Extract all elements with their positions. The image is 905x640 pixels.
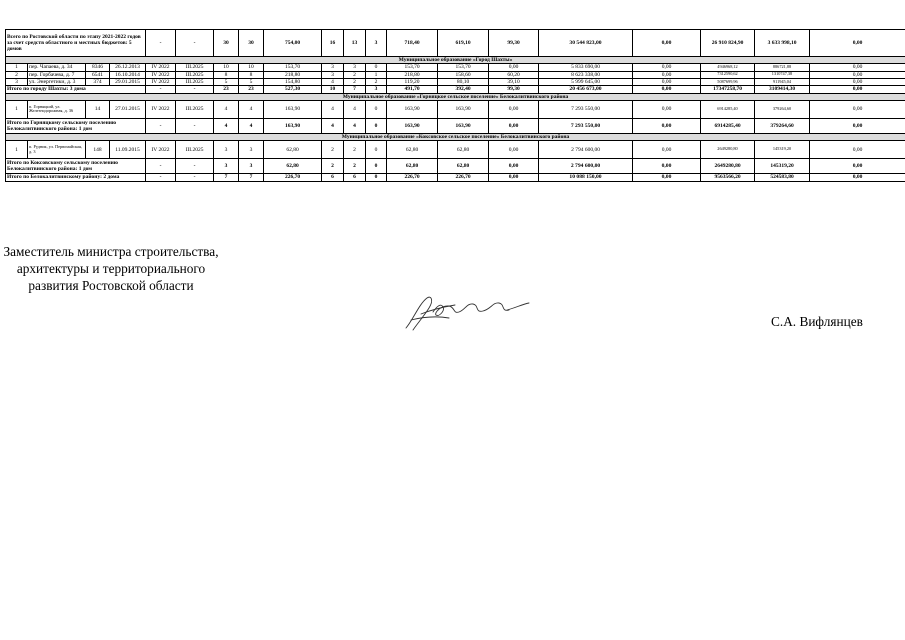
house-cell: 163,90 <box>387 100 438 118</box>
house-cell: 39,10 <box>489 78 539 85</box>
house-cell: IV 2022 <box>146 64 176 71</box>
house-cell: III.2025 <box>176 64 214 71</box>
house-address: п. Рудник, ул. Первомайская, д. 3 <box>28 141 86 159</box>
house-cell: 10 <box>214 64 239 71</box>
house-address: п. Горняцкий, ул. Железнодорожная, д. 36 <box>28 100 86 118</box>
house-cell: 3 <box>344 64 366 71</box>
house-cell: 3 <box>6 78 28 85</box>
house-cell: 145319,20 <box>755 141 810 159</box>
house-cell: 0,00 <box>810 71 905 78</box>
municipality-total-row-value: 0,00 <box>810 86 905 93</box>
municipality-total-row-value: 0,00 <box>633 86 701 93</box>
house-cell: 26.12.2013 <box>110 64 146 71</box>
house-cell: 2 <box>344 78 366 85</box>
house-cell: 3 <box>322 64 344 71</box>
house-row <box>6 64 905 71</box>
house-cell: 5 <box>214 78 239 85</box>
house-cell: 62,80 <box>387 141 438 159</box>
municipality-total-row-value: 4 <box>322 118 344 133</box>
house-cell: 163,90 <box>264 100 322 118</box>
municipality-total-row-value: 0,00 <box>633 159 701 174</box>
house-cell: 153,70 <box>387 64 438 71</box>
municipality-total-row-value: 62,80 <box>264 159 322 174</box>
house-cell: 0 <box>366 100 387 118</box>
municipality-total-row-value: - <box>146 86 176 93</box>
municipality-total-row-value: 0,00 <box>810 159 905 174</box>
municipality-total-row-value: 10 <box>322 86 344 93</box>
house-cell: 2 <box>366 78 387 85</box>
house-cell: 8346 <box>86 64 110 71</box>
region-total-row-value: 754,00 <box>264 30 322 57</box>
region-total-row-value: 30 <box>214 30 239 57</box>
region-total-row-value: 0,00 <box>633 30 701 57</box>
region-total-row-value: - <box>176 30 214 57</box>
house-cell: 5087699,96 <box>701 78 755 85</box>
municipality-total-row-value: - <box>146 118 176 133</box>
house-cell: 374 <box>86 78 110 85</box>
house-cell: 60,20 <box>489 71 539 78</box>
house-cell: 5 833 690,00 <box>539 64 633 71</box>
municipality-total-row-value: 3 <box>214 159 239 174</box>
house-cell: 0,00 <box>489 64 539 71</box>
municipality-total-row-value: 145319,20 <box>755 159 810 174</box>
region-total-row-value: 99,30 <box>489 30 539 57</box>
house-cell: 1 <box>6 100 28 118</box>
region-total-row-label: Всего по Ростовской области по этапу 2021-2022 годов за счет средств областного и местных бюджетов: 5 домов <box>6 30 146 57</box>
house-cell: 4 <box>239 100 264 118</box>
house-cell: 4 <box>214 100 239 118</box>
house-cell: III.2025 <box>176 78 214 85</box>
house-cell: 62,80 <box>438 141 489 159</box>
house-cell: 10 <box>239 64 264 71</box>
district-total-row-label: Итого по Белокалитвинскому району: 2 дома <box>6 174 146 181</box>
house-cell: 0,00 <box>810 64 905 71</box>
house-cell: 3 <box>239 141 264 159</box>
district-total-row-value: 226,70 <box>387 174 438 181</box>
municipality-total-row-value: 20 456 673,00 <box>539 86 633 93</box>
house-address: ул. Энергетики, д. 3 <box>28 78 86 85</box>
municipality-total-row-value: 527,30 <box>264 86 322 93</box>
house-cell: IV 2022 <box>146 78 176 85</box>
house-cell: 8 623 338,00 <box>539 71 633 78</box>
house-cell: 163,90 <box>438 100 489 118</box>
house-cell: 14 <box>86 100 110 118</box>
municipality-total-row-value: 3 <box>239 159 264 174</box>
municipality-total-row-value: 62,80 <box>387 159 438 174</box>
house-cell: IV 2022 <box>146 100 176 118</box>
municipality-title: Муниципальное образование «Город Шахты» <box>6 57 905 64</box>
municipality-total-row-value: 4 <box>214 118 239 133</box>
house-cell: 154,80 <box>264 78 322 85</box>
municipality-header-row <box>6 57 905 64</box>
municipality-total-row-label: Итого по Коксовскому сельскому поселению Белокалитвинского района: 1 дом <box>6 159 146 174</box>
municipality-total-row-value: 163,90 <box>264 118 322 133</box>
municipality-total-row-label: Итого по городу Шахты: 3 дома <box>6 86 146 93</box>
district-total-row-value: - <box>146 174 176 181</box>
signatory-role: Заместитель министра строительства, архитектуры и территориального развития Ростовской области <box>3 244 219 293</box>
district-total-row-value: 7 <box>214 174 239 181</box>
municipality-total-row-value: 2 <box>322 159 344 174</box>
municipality-total-row-value: 2649280,80 <box>701 159 755 174</box>
house-cell: 5 <box>239 78 264 85</box>
house-cell: 0,00 <box>810 100 905 118</box>
municipality-total-row <box>6 159 905 174</box>
house-cell: 0 <box>366 64 387 71</box>
region-total-row-value: 619,10 <box>438 30 489 57</box>
municipality-total-row-value: 6914285,40 <box>701 118 755 133</box>
municipality-total-row-label: Итого по Горняцкому сельскому поселению Белокалитвинского района: 1 дом <box>6 118 146 133</box>
district-total-row-value: - <box>176 174 214 181</box>
district-total-row-value: 7 <box>239 174 264 181</box>
house-cell: 218,80 <box>387 71 438 78</box>
house-cell: 62,80 <box>264 141 322 159</box>
house-cell: 8 <box>214 71 239 78</box>
house-cell: 3 <box>214 141 239 159</box>
region-total-row-value: 30 544 823,00 <box>539 30 633 57</box>
house-cell: 5 999 645,00 <box>539 78 633 85</box>
house-cell: 0 <box>366 141 387 159</box>
municipality-total-row-value: 3109414,30 <box>755 86 810 93</box>
house-cell: IV 2022 <box>146 141 176 159</box>
house-cell: 7 293 550,00 <box>539 100 633 118</box>
house-cell: 119,20 <box>387 78 438 85</box>
house-cell: 4 <box>322 78 344 85</box>
house-cell: 0,00 <box>810 141 905 159</box>
house-cell: 0,00 <box>633 64 701 71</box>
district-total-row <box>6 174 905 181</box>
house-cell: 0,00 <box>633 100 701 118</box>
house-cell: III.2025 <box>176 100 214 118</box>
house-row <box>6 100 905 118</box>
municipality-total-row-value: 2 <box>344 159 366 174</box>
house-cell: 11.09.2015 <box>110 141 146 159</box>
region-total-row-value: 13 <box>344 30 366 57</box>
municipality-total-row-value: 0 <box>366 118 387 133</box>
municipality-total-row-value: 0,00 <box>489 118 539 133</box>
house-cell: 0,00 <box>633 141 701 159</box>
municipality-total-row <box>6 118 905 133</box>
municipality-total-row-value: 7 293 550,00 <box>539 118 633 133</box>
house-cell: 911945,04 <box>755 78 810 85</box>
house-cell: 2 <box>322 141 344 159</box>
municipality-total-row-value: - <box>176 118 214 133</box>
district-total-row-value: 0 <box>366 174 387 181</box>
house-cell: 4946968,12 <box>701 64 755 71</box>
house-cell: 4 <box>322 100 344 118</box>
house-cell: 2649280,80 <box>701 141 755 159</box>
municipality-total-row-value: 392,40 <box>438 86 489 93</box>
house-cell: 153,70 <box>438 64 489 71</box>
house-cell: 886721,88 <box>755 64 810 71</box>
house-cell: 3 <box>322 71 344 78</box>
house-cell: 2 <box>344 71 366 78</box>
district-total-row-value: 0,00 <box>633 174 701 181</box>
region-total-row-value: 0,00 <box>810 30 905 57</box>
district-total-row-value: 226,70 <box>438 174 489 181</box>
district-total-row-value: 0,00 <box>489 174 539 181</box>
municipality-total-row-value: 0,00 <box>810 118 905 133</box>
district-total-row-value: 10 088 150,00 <box>539 174 633 181</box>
house-cell: 7312590,62 <box>701 71 755 78</box>
municipality-total-row-value: 2 794 600,00 <box>539 159 633 174</box>
municipality-total-row-value: 17347258,70 <box>701 86 755 93</box>
house-cell: IV 2022 <box>146 71 176 78</box>
district-total-row-value: 226,70 <box>264 174 322 181</box>
region-total-row-value: 30 <box>239 30 264 57</box>
municipality-total-row-value: 3 <box>366 86 387 93</box>
house-address: пер. Чапаева, д. 34 <box>28 64 86 71</box>
municipality-total-row-value: 99,30 <box>489 86 539 93</box>
handwritten-signature <box>403 290 563 335</box>
house-cell: 158,60 <box>438 71 489 78</box>
district-total-row-value: 6 <box>322 174 344 181</box>
house-row <box>6 78 905 85</box>
house-cell: 4 <box>344 100 366 118</box>
signatory-name: С.А. Вифлянцев <box>771 314 863 329</box>
municipality-total-row-value: 163,90 <box>387 118 438 133</box>
house-cell: 16.10.2014 <box>110 71 146 78</box>
house-cell: 80,10 <box>438 78 489 85</box>
municipality-total-row-value: - <box>176 159 214 174</box>
house-cell: 0,00 <box>633 78 701 85</box>
house-cell: III.2025 <box>176 71 214 78</box>
municipality-total-row-value: 0,00 <box>633 118 701 133</box>
municipality-total-row-value: 0,00 <box>489 159 539 174</box>
municipality-total-row-value: 0 <box>366 159 387 174</box>
municipality-total-row-value: 379264,60 <box>755 118 810 133</box>
region-total-row-value: 3 633 998,10 <box>755 30 810 57</box>
house-row <box>6 141 905 159</box>
region-total-row-value: - <box>146 30 176 57</box>
resettlement-register-table <box>5 29 905 182</box>
municipality-title: Муниципальное образование «Горняцкое сельское поселение» Белокалитвинского района <box>6 93 905 100</box>
municipality-total-row-value: 4 <box>344 118 366 133</box>
house-cell: 2 794 600,00 <box>539 141 633 159</box>
municipality-total-row-value: 4 <box>239 118 264 133</box>
house-address: пер. Горбачева, д. 7 <box>28 71 86 78</box>
municipality-header-row <box>6 93 905 100</box>
house-cell: 1 <box>6 141 28 159</box>
district-total-row-value: 6 <box>344 174 366 181</box>
municipality-total-row-value: 491,70 <box>387 86 438 93</box>
house-cell: 8 <box>239 71 264 78</box>
house-cell: 27.01.2015 <box>110 100 146 118</box>
house-cell: 218,80 <box>264 71 322 78</box>
house-cell: 2 <box>344 141 366 159</box>
municipality-header-row <box>6 133 905 140</box>
municipality-total-row-value: 163,90 <box>438 118 489 133</box>
house-cell: III.2025 <box>176 141 214 159</box>
house-row <box>6 71 905 78</box>
house-cell: 148 <box>86 141 110 159</box>
municipality-total-row-value: - <box>146 159 176 174</box>
house-cell: 1 <box>6 64 28 71</box>
municipality-total-row-value: 23 <box>239 86 264 93</box>
region-total-row-value: 16 <box>322 30 344 57</box>
house-cell: 153,70 <box>264 64 322 71</box>
house-cell: 0,00 <box>489 100 539 118</box>
house-cell: 2 <box>6 71 28 78</box>
municipality-total-row <box>6 86 905 93</box>
municipality-total-row-value: 23 <box>214 86 239 93</box>
house-cell: 0,00 <box>489 141 539 159</box>
region-total-row-value: 718,40 <box>387 30 438 57</box>
district-total-row-value: 9563566,20 <box>701 174 755 181</box>
district-total-row-value: 524583,80 <box>755 174 810 181</box>
municipality-total-row-value: 62,80 <box>438 159 489 174</box>
municipality-total-row-value: 7 <box>344 86 366 93</box>
house-cell: 1 <box>366 71 387 78</box>
municipality-total-row-value: - <box>176 86 214 93</box>
region-total-row-value: 26 910 824,90 <box>701 30 755 57</box>
house-cell: 1310747,38 <box>755 71 810 78</box>
house-cell: 29.01.2015 <box>110 78 146 85</box>
district-total-row-value: 0,00 <box>810 174 905 181</box>
house-cell: 6914285,40 <box>701 100 755 118</box>
house-cell: 379264,60 <box>755 100 810 118</box>
region-total-row-value: 3 <box>366 30 387 57</box>
house-cell: 6541 <box>86 71 110 78</box>
municipality-title: Муниципальное образование «Коксовское сельское поселение» Белокалитвинского района <box>6 133 905 140</box>
house-cell: 0,00 <box>810 78 905 85</box>
region-total-row <box>6 30 905 57</box>
house-cell: 0,00 <box>633 71 701 78</box>
